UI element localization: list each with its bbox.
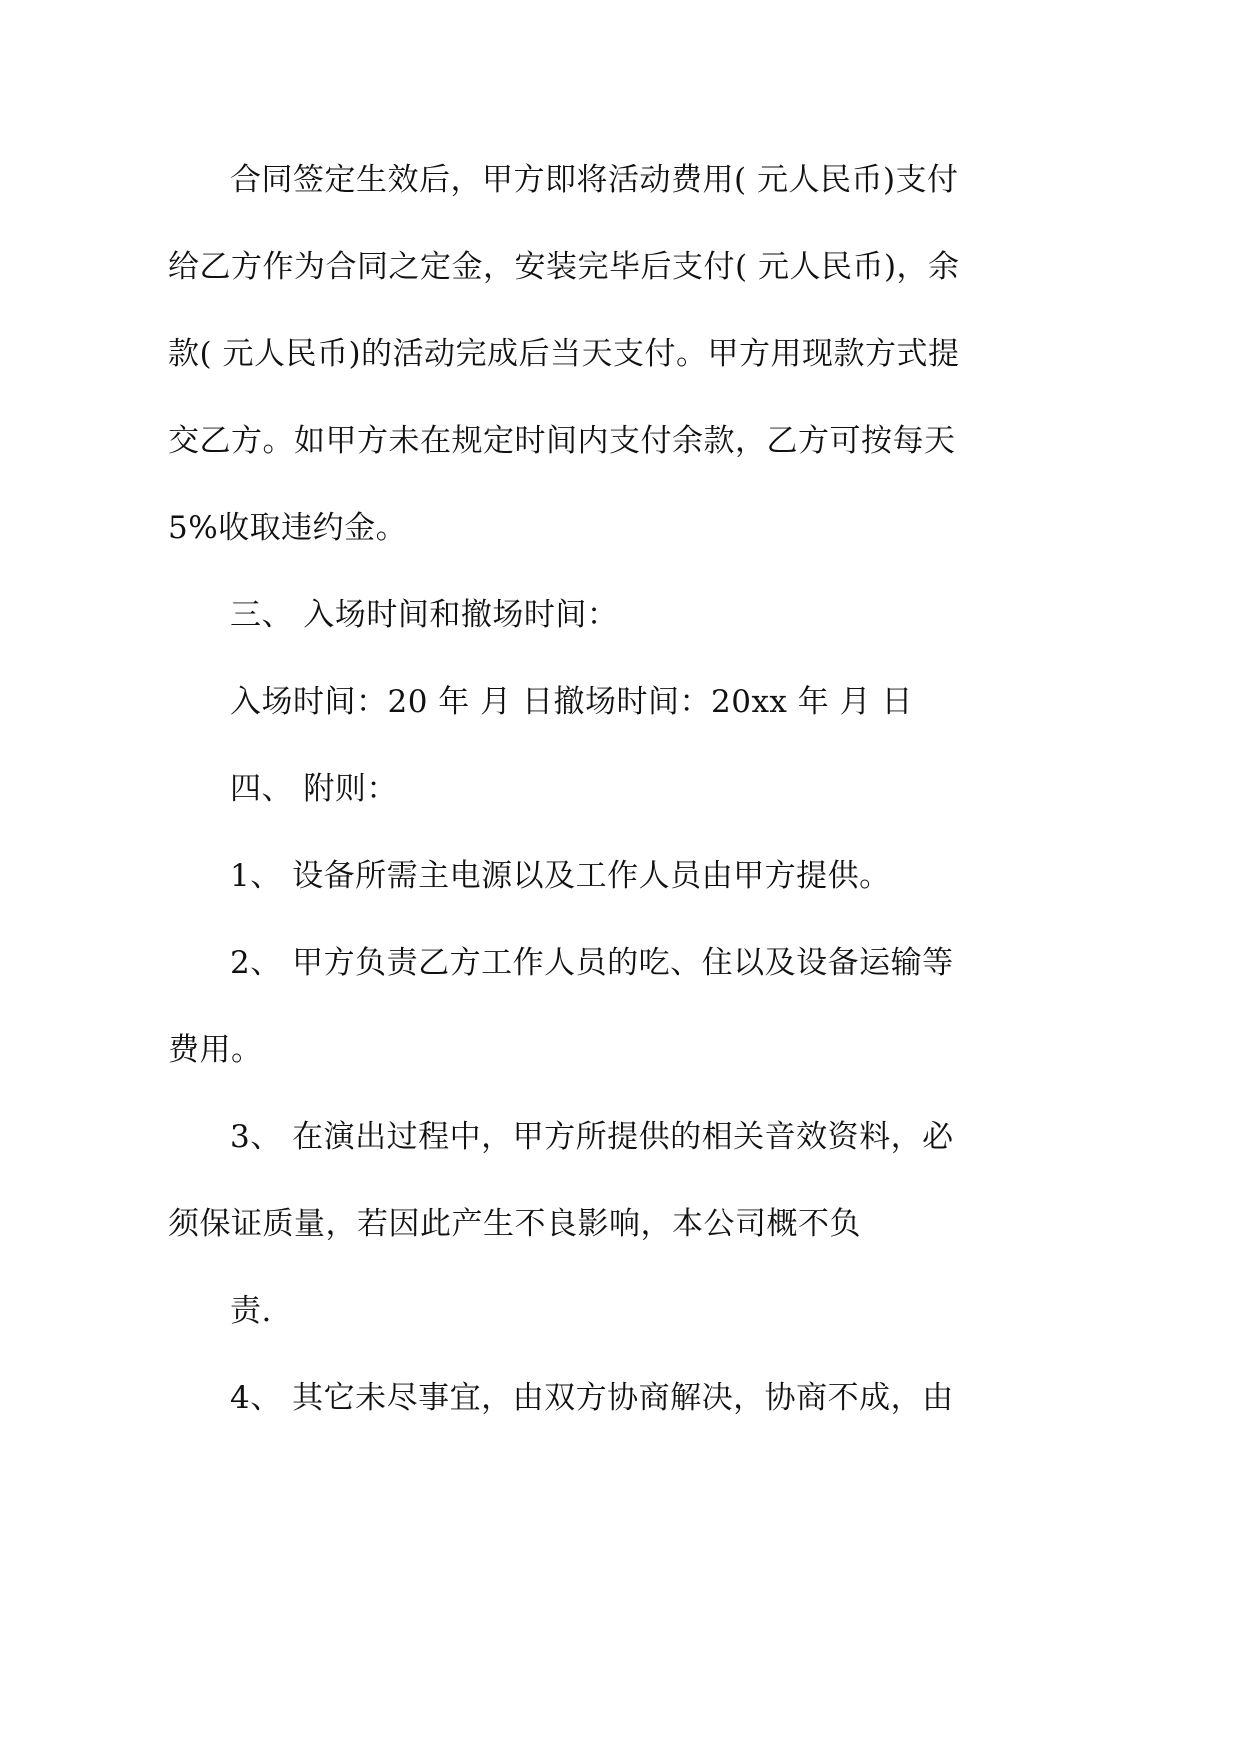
paragraph-line-2: 给乙方作为合同之定金，安装完毕后支付( 元人民币)，余: [168, 249, 960, 285]
clause-3-line-2: 须保证质量，若因此产生不良影响，本公司概不负: [168, 1206, 861, 1242]
paragraph-line-5: 5%收取违约金。: [168, 510, 408, 546]
schedule-line: 入场时间：20 年 月 日撤场时间：20xx 年 月 日: [230, 684, 913, 720]
section-heading-3: 三、 入场时间和撤场时间：: [230, 597, 619, 633]
clause-3-line-1: 3、 在演出过程中，甲方所提供的相关音效资料，必: [230, 1119, 954, 1155]
paragraph-line-4: 交乙方。如甲方未在规定时间内支付余款，乙方可按每天: [168, 423, 956, 459]
clause-2-line-1: 2、 甲方负责乙方工作人员的吃、住以及设备运输等: [230, 945, 954, 981]
paragraph-line-1: 合同签定生效后，甲方即将活动费用( 元人民币)支付: [230, 162, 959, 198]
clause-1: 1、 设备所需主电源以及工作人员由甲方提供。: [230, 858, 891, 894]
clause-3-line-3: 责.: [230, 1293, 272, 1329]
clause-2-line-2: 费用。: [168, 1032, 263, 1068]
paragraph-line-3: 款( 元人民币)的活动完成后当天支付。甲方用现款方式提: [168, 336, 960, 372]
clause-4-line-1: 4、 其它未尽事宜，由双方协商解决，协商不成，由: [230, 1380, 954, 1416]
section-heading-4: 四、 附则：: [230, 771, 398, 807]
